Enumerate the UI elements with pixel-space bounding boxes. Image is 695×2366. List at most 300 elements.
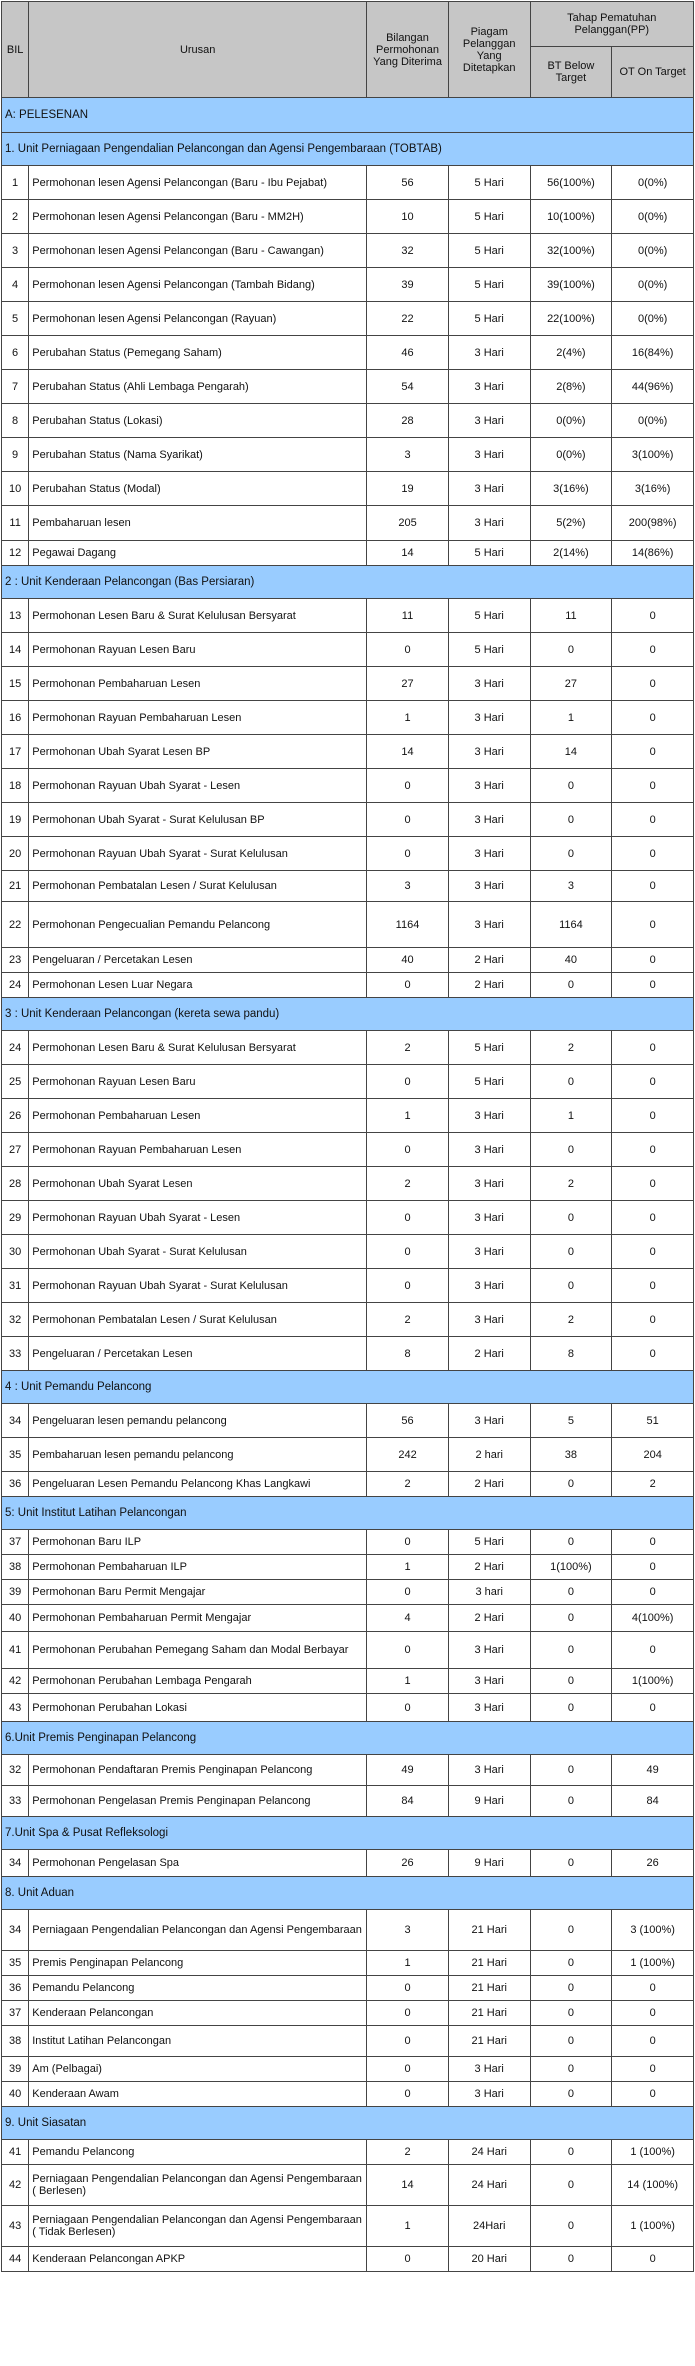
cell-bil: 40 bbox=[2, 2082, 29, 2107]
cell-bt: 0 bbox=[530, 1235, 612, 1269]
cell-piagam: 3 Hari bbox=[448, 1755, 530, 1786]
cell-urusan: Permohonan Pengecualian Pemandu Pelancong bbox=[29, 902, 367, 948]
table-header bbox=[2, 2, 694, 98]
cell-ot: 0 bbox=[612, 1976, 694, 2001]
cell-ot: 3(16%) bbox=[612, 472, 694, 506]
cell-ot: 0 bbox=[612, 1133, 694, 1167]
cell-bt: 0 bbox=[530, 1201, 612, 1235]
cell-bil: 43 bbox=[2, 1694, 29, 1722]
cell-piagam: 3 Hari bbox=[448, 438, 530, 472]
cell-bt: 0 bbox=[530, 803, 612, 837]
table-row bbox=[2, 2026, 694, 2057]
cell-bilangan: 46 bbox=[367, 336, 449, 370]
cell-bil: 33 bbox=[2, 1786, 29, 1817]
section-title: A: PELESENAN bbox=[2, 98, 694, 133]
cell-bilangan: 1164 bbox=[367, 902, 449, 948]
cell-bilangan: 32 bbox=[367, 234, 449, 268]
cell-bilangan: 54 bbox=[367, 370, 449, 404]
cell-bil: 14 bbox=[2, 633, 29, 667]
table-row bbox=[2, 803, 694, 837]
cell-piagam: 5 Hari bbox=[448, 633, 530, 667]
table-row bbox=[2, 1404, 694, 1438]
table-row bbox=[2, 1269, 694, 1303]
table-row bbox=[2, 234, 694, 268]
cell-bilangan: 0 bbox=[367, 1235, 449, 1269]
table-row bbox=[2, 1951, 694, 1976]
cell-ot: 44(96%) bbox=[612, 370, 694, 404]
cell-bil: 9 bbox=[2, 438, 29, 472]
cell-bilangan: 2 bbox=[367, 2140, 449, 2165]
cell-piagam: 3 Hari bbox=[448, 1269, 530, 1303]
cell-urusan: Permohonan Baru ILP bbox=[29, 1530, 367, 1555]
table-row bbox=[2, 1530, 694, 1555]
section-header bbox=[2, 998, 694, 1031]
cell-ot: 0(0%) bbox=[612, 234, 694, 268]
cell-urusan: Permohonan Lesen Baru & Surat Kelulusan Bersyarat bbox=[29, 599, 367, 633]
cell-bil: 26 bbox=[2, 1099, 29, 1133]
cell-ot: 1(100%) bbox=[612, 1669, 694, 1694]
table-row bbox=[2, 1031, 694, 1065]
table-row bbox=[2, 599, 694, 633]
cell-bil: 34 bbox=[2, 1850, 29, 1877]
cell-bilangan: 8 bbox=[367, 1337, 449, 1371]
cell-bil: 41 bbox=[2, 1632, 29, 1669]
cell-piagam: 20 Hari bbox=[448, 2247, 530, 2272]
cell-ot: 0 bbox=[612, 701, 694, 735]
cell-ot: 14(86%) bbox=[612, 541, 694, 566]
cell-urusan: Pembaharuan lesen pemandu pelancong bbox=[29, 1438, 367, 1472]
cell-urusan: Permohonan Ubah Syarat Lesen BP bbox=[29, 735, 367, 769]
cell-bilangan: 2 bbox=[367, 1472, 449, 1497]
cell-bt: 32(100%) bbox=[530, 234, 612, 268]
cell-bt: 0 bbox=[530, 1133, 612, 1167]
table-row bbox=[2, 871, 694, 902]
cell-bilangan: 0 bbox=[367, 1269, 449, 1303]
table-row bbox=[2, 1472, 694, 1497]
section-title: 4 : Unit Pemandu Pelancong bbox=[2, 1371, 694, 1404]
cell-ot: 4(100%) bbox=[612, 1605, 694, 1632]
cell-urusan: Permohonan lesen Agensi Pelancongan (Baru - Cawangan) bbox=[29, 234, 367, 268]
table-row bbox=[2, 735, 694, 769]
cell-urusan: Pemandu Pelancong bbox=[29, 2140, 367, 2165]
cell-ot: 0 bbox=[612, 1632, 694, 1669]
section-header bbox=[2, 566, 694, 599]
cell-bilangan: 2 bbox=[367, 1031, 449, 1065]
cell-urusan: Permohonan Perubahan Lembaga Pengarah bbox=[29, 1669, 367, 1694]
cell-piagam: 3 Hari bbox=[448, 871, 530, 902]
table-row bbox=[2, 667, 694, 701]
cell-bilangan: 0 bbox=[367, 1580, 449, 1605]
cell-ot: 0(0%) bbox=[612, 268, 694, 302]
cell-bilangan: 0 bbox=[367, 1065, 449, 1099]
cell-ot: 0 bbox=[612, 1337, 694, 1371]
cell-piagam: 5 Hari bbox=[448, 234, 530, 268]
cell-bt: 0 bbox=[530, 2082, 612, 2107]
cell-piagam: 24 Hari bbox=[448, 2165, 530, 2206]
cell-piagam: 2 Hari bbox=[448, 948, 530, 973]
section-title: 6.Unit Premis Penginapan Pelancong bbox=[2, 1722, 694, 1755]
table-row bbox=[2, 1201, 694, 1235]
cell-bil: 11 bbox=[2, 506, 29, 541]
cell-bil: 37 bbox=[2, 2001, 29, 2026]
cell-ot: 204 bbox=[612, 1438, 694, 1472]
table-row bbox=[2, 506, 694, 541]
cell-bilangan: 1 bbox=[367, 1099, 449, 1133]
cell-urusan: Permohonan Ubah Syarat Lesen bbox=[29, 1167, 367, 1201]
cell-bil: 12 bbox=[2, 541, 29, 566]
cell-bil: 15 bbox=[2, 667, 29, 701]
cell-urusan: Permohonan Rayuan Ubah Syarat - Surat Kelulusan bbox=[29, 1269, 367, 1303]
cell-ot: 0 bbox=[612, 803, 694, 837]
cell-piagam: 21 Hari bbox=[448, 2026, 530, 2057]
table-row bbox=[2, 438, 694, 472]
cell-bil: 2 bbox=[2, 200, 29, 234]
cell-urusan: Perubahan Status (Ahli Lembaga Pengarah) bbox=[29, 370, 367, 404]
cell-bil: 1 bbox=[2, 166, 29, 200]
section-title: 3 : Unit Kenderaan Pelancongan (kereta sewa pandu) bbox=[2, 998, 694, 1031]
cell-bt: 0 bbox=[530, 1976, 612, 2001]
cell-bilangan: 4 bbox=[367, 1605, 449, 1632]
table-row bbox=[2, 902, 694, 948]
cell-piagam: 2 Hari bbox=[448, 973, 530, 998]
cell-piagam: 3 Hari bbox=[448, 769, 530, 803]
cell-ot: 1 (100%) bbox=[612, 2140, 694, 2165]
cell-piagam: 3 Hari bbox=[448, 1235, 530, 1269]
cell-bilangan: 205 bbox=[367, 506, 449, 541]
table-row bbox=[2, 837, 694, 871]
cell-bilangan: 14 bbox=[367, 2165, 449, 2206]
cell-piagam: 2 Hari bbox=[448, 1472, 530, 1497]
cell-piagam: 3 Hari bbox=[448, 1201, 530, 1235]
cell-urusan: Am (Pelbagai) bbox=[29, 2057, 367, 2082]
cell-bt: 1(100%) bbox=[530, 1555, 612, 1580]
cell-urusan: Premis Penginapan Pelancong bbox=[29, 1951, 367, 1976]
cell-ot: 1 (100%) bbox=[612, 2206, 694, 2247]
cell-ot: 0 bbox=[612, 1694, 694, 1722]
cell-bil: 18 bbox=[2, 769, 29, 803]
table-row bbox=[2, 633, 694, 667]
cell-bt: 0 bbox=[530, 1065, 612, 1099]
table-row bbox=[2, 2206, 694, 2247]
table-row bbox=[2, 2082, 694, 2107]
table-row bbox=[2, 268, 694, 302]
cell-piagam: 5 Hari bbox=[448, 302, 530, 336]
cell-bil: 41 bbox=[2, 2140, 29, 2165]
cell-piagam: 5 Hari bbox=[448, 541, 530, 566]
cell-bt: 0 bbox=[530, 633, 612, 667]
cell-ot: 0(0%) bbox=[612, 200, 694, 234]
cell-urusan: Permohonan Rayuan Lesen Baru bbox=[29, 633, 367, 667]
cell-ot: 0 bbox=[612, 1580, 694, 1605]
cell-bil: 20 bbox=[2, 837, 29, 871]
cell-bt: 0(0%) bbox=[530, 404, 612, 438]
cell-ot: 16(84%) bbox=[612, 336, 694, 370]
header-bil: BIL bbox=[2, 2, 29, 98]
table-row bbox=[2, 166, 694, 200]
table-row bbox=[2, 2057, 694, 2082]
section-header bbox=[2, 2107, 694, 2140]
cell-ot: 0 bbox=[612, 1303, 694, 1337]
cell-bil: 24 bbox=[2, 973, 29, 998]
cell-urusan: Institut Latihan Pelancongan bbox=[29, 2026, 367, 2057]
cell-ot: 0(0%) bbox=[612, 302, 694, 336]
cell-urusan: Kenderaan Awam bbox=[29, 2082, 367, 2107]
cell-ot: 0 bbox=[612, 2001, 694, 2026]
cell-bilangan: 1 bbox=[367, 1951, 449, 1976]
cell-ot: 2 bbox=[612, 1472, 694, 1497]
cell-ot: 3(100%) bbox=[612, 438, 694, 472]
cell-bilangan: 3 bbox=[367, 438, 449, 472]
cell-bt: 22(100%) bbox=[530, 302, 612, 336]
table-row bbox=[2, 2140, 694, 2165]
cell-ot: 1 (100%) bbox=[612, 1951, 694, 1976]
cell-piagam: 3 Hari bbox=[448, 336, 530, 370]
cell-piagam: 3 Hari bbox=[448, 902, 530, 948]
cell-piagam: 5 Hari bbox=[448, 599, 530, 633]
cell-ot: 3 (100%) bbox=[612, 1910, 694, 1951]
cell-piagam: 3 Hari bbox=[448, 701, 530, 735]
cell-urusan: Perniagaan Pengendalian Pelancongan dan Agensi Pengembaraan bbox=[29, 1910, 367, 1951]
cell-bilangan: 0 bbox=[367, 837, 449, 871]
cell-piagam: 24Hari bbox=[448, 2206, 530, 2247]
section-header bbox=[2, 1877, 694, 1910]
section-header bbox=[2, 133, 694, 166]
section-title: 2 : Unit Kenderaan Pelancongan (Bas Persiaran) bbox=[2, 566, 694, 599]
cell-bilangan: 0 bbox=[367, 1632, 449, 1669]
cell-ot: 0 bbox=[612, 1099, 694, 1133]
cell-urusan: Pemandu Pelancong bbox=[29, 1976, 367, 2001]
cell-ot: 0 bbox=[612, 1201, 694, 1235]
cell-bil: 19 bbox=[2, 803, 29, 837]
cell-bt: 3(16%) bbox=[530, 472, 612, 506]
cell-ot: 0 bbox=[612, 599, 694, 633]
cell-urusan: Permohonan lesen Agensi Pelancongan (Baru - Ibu Pejabat) bbox=[29, 166, 367, 200]
cell-bt: 2 bbox=[530, 1031, 612, 1065]
table-row bbox=[2, 1303, 694, 1337]
cell-bt: 0 bbox=[530, 1850, 612, 1877]
cell-bt: 0(0%) bbox=[530, 438, 612, 472]
cell-bilangan: 28 bbox=[367, 404, 449, 438]
header-bt: BT Below Target bbox=[530, 47, 612, 98]
cell-piagam: 21 Hari bbox=[448, 2001, 530, 2026]
cell-bilangan: 14 bbox=[367, 541, 449, 566]
cell-bilangan: 14 bbox=[367, 735, 449, 769]
table-row bbox=[2, 769, 694, 803]
table-row bbox=[2, 948, 694, 973]
cell-bil: 35 bbox=[2, 1438, 29, 1472]
table-row bbox=[2, 472, 694, 506]
cell-bil: 13 bbox=[2, 599, 29, 633]
cell-bt: 0 bbox=[530, 1951, 612, 1976]
cell-ot: 0 bbox=[612, 973, 694, 998]
cell-bilangan: 22 bbox=[367, 302, 449, 336]
cell-bil: 42 bbox=[2, 1669, 29, 1694]
cell-bilangan: 0 bbox=[367, 2247, 449, 2272]
cell-bilangan: 84 bbox=[367, 1786, 449, 1817]
cell-bil: 40 bbox=[2, 1605, 29, 1632]
table-row bbox=[2, 1133, 694, 1167]
cell-ot: 0 bbox=[612, 2082, 694, 2107]
cell-bil: 29 bbox=[2, 1201, 29, 1235]
table-row bbox=[2, 1976, 694, 2001]
cell-piagam: 5 Hari bbox=[448, 1530, 530, 1555]
cell-bil: 39 bbox=[2, 2057, 29, 2082]
table-row bbox=[2, 1580, 694, 1605]
cell-piagam: 3 Hari bbox=[448, 1133, 530, 1167]
cell-urusan: Permohonan Pembaharuan Lesen bbox=[29, 667, 367, 701]
cell-bt: 2 bbox=[530, 1167, 612, 1201]
cell-bilangan: 2 bbox=[367, 1167, 449, 1201]
cell-urusan: Permohonan lesen Agensi Pelancongan (Tambah Bidang) bbox=[29, 268, 367, 302]
cell-bilangan: 2 bbox=[367, 1303, 449, 1337]
table-row bbox=[2, 404, 694, 438]
cell-piagam: 3 Hari bbox=[448, 803, 530, 837]
table-row bbox=[2, 1065, 694, 1099]
cell-bilangan: 3 bbox=[367, 871, 449, 902]
cell-bt: 0 bbox=[530, 1786, 612, 1817]
cell-urusan: Permohonan Lesen Baru & Surat Kelulusan Bersyarat bbox=[29, 1031, 367, 1065]
cell-bt: 0 bbox=[530, 2001, 612, 2026]
table-row bbox=[2, 302, 694, 336]
cell-piagam: 2 Hari bbox=[448, 1337, 530, 1371]
cell-bilangan: 27 bbox=[367, 667, 449, 701]
table-row bbox=[2, 1755, 694, 1786]
cell-bt: 11 bbox=[530, 599, 612, 633]
cell-bt: 0 bbox=[530, 1910, 612, 1951]
cell-bil: 32 bbox=[2, 1755, 29, 1786]
cell-ot: 84 bbox=[612, 1786, 694, 1817]
table-row bbox=[2, 1669, 694, 1694]
cell-bilangan: 56 bbox=[367, 1404, 449, 1438]
cell-bt: 0 bbox=[530, 2247, 612, 2272]
cell-bt: 8 bbox=[530, 1337, 612, 1371]
cell-piagam: 3 Hari bbox=[448, 472, 530, 506]
cell-urusan: Perubahan Status (Modal) bbox=[29, 472, 367, 506]
cell-piagam: 9 Hari bbox=[448, 1850, 530, 1877]
cell-piagam: 3 Hari bbox=[448, 506, 530, 541]
cell-bil: 22 bbox=[2, 902, 29, 948]
cell-bil: 6 bbox=[2, 336, 29, 370]
cell-piagam: 3 Hari bbox=[448, 1694, 530, 1722]
cell-bil: 23 bbox=[2, 948, 29, 973]
cell-bilangan: 19 bbox=[367, 472, 449, 506]
cell-ot: 0 bbox=[612, 1065, 694, 1099]
cell-ot: 0 bbox=[612, 1031, 694, 1065]
cell-ot: 49 bbox=[612, 1755, 694, 1786]
cell-piagam: 21 Hari bbox=[448, 1976, 530, 2001]
cell-ot: 0 bbox=[612, 1530, 694, 1555]
cell-bil: 38 bbox=[2, 1555, 29, 1580]
cell-bil: 35 bbox=[2, 1951, 29, 1976]
cell-bt: 0 bbox=[530, 2057, 612, 2082]
cell-piagam: 3 Hari bbox=[448, 667, 530, 701]
cell-bil: 21 bbox=[2, 871, 29, 902]
cell-bt: 2(4%) bbox=[530, 336, 612, 370]
cell-urusan: Perniagaan Pengendalian Pelancongan dan Agensi Pengembaraan ( Tidak Berlesen) bbox=[29, 2206, 367, 2247]
cell-urusan: Permohonan Rayuan Ubah Syarat - Lesen bbox=[29, 769, 367, 803]
cell-piagam: 21 Hari bbox=[448, 1951, 530, 1976]
cell-urusan: Permohonan Ubah Syarat - Surat Kelulusan BP bbox=[29, 803, 367, 837]
cell-ot: 200(98%) bbox=[612, 506, 694, 541]
cell-ot: 51 bbox=[612, 1404, 694, 1438]
cell-urusan: Permohonan Pembatalan Lesen / Surat Kelulusan bbox=[29, 1303, 367, 1337]
section-title: 9. Unit Siasatan bbox=[2, 2107, 694, 2140]
table-row bbox=[2, 1099, 694, 1133]
cell-piagam: 9 Hari bbox=[448, 1786, 530, 1817]
cell-bil: 37 bbox=[2, 1530, 29, 1555]
cell-bt: 0 bbox=[530, 769, 612, 803]
cell-bilangan: 0 bbox=[367, 973, 449, 998]
cell-bt: 0 bbox=[530, 1755, 612, 1786]
table-row bbox=[2, 1438, 694, 1472]
cell-bt: 2 bbox=[530, 1303, 612, 1337]
compliance-table bbox=[1, 1, 694, 2272]
section-header bbox=[2, 1722, 694, 1755]
cell-bt: 0 bbox=[530, 2140, 612, 2165]
cell-bt: 0 bbox=[530, 2206, 612, 2247]
cell-piagam: 2 hari bbox=[448, 1438, 530, 1472]
cell-bilangan: 0 bbox=[367, 803, 449, 837]
header-ot: OT On Target bbox=[612, 47, 694, 98]
cell-bilangan: 1 bbox=[367, 1555, 449, 1580]
cell-urusan: Permohonan Rayuan Ubah Syarat - Lesen bbox=[29, 1201, 367, 1235]
cell-piagam: 3 Hari bbox=[448, 1303, 530, 1337]
cell-urusan: Permohonan Ubah Syarat - Surat Kelulusan bbox=[29, 1235, 367, 1269]
cell-urusan: Permohonan lesen Agensi Pelancongan (Rayuan) bbox=[29, 302, 367, 336]
cell-ot: 0 bbox=[612, 1269, 694, 1303]
cell-piagam: 2 Hari bbox=[448, 1555, 530, 1580]
cell-bil: 27 bbox=[2, 1133, 29, 1167]
cell-urusan: Perubahan Status (Lokasi) bbox=[29, 404, 367, 438]
cell-bt: 40 bbox=[530, 948, 612, 973]
cell-bt: 0 bbox=[530, 1269, 612, 1303]
cell-piagam: 5 Hari bbox=[448, 1065, 530, 1099]
cell-bil: 34 bbox=[2, 1910, 29, 1951]
cell-bt: 1 bbox=[530, 701, 612, 735]
cell-bilangan: 56 bbox=[367, 166, 449, 200]
cell-urusan: Pengeluaran lesen pemandu pelancong bbox=[29, 1404, 367, 1438]
cell-urusan: Pembaharuan lesen bbox=[29, 506, 367, 541]
cell-bil: 17 bbox=[2, 735, 29, 769]
cell-bt: 3 bbox=[530, 871, 612, 902]
cell-bilangan: 0 bbox=[367, 1530, 449, 1555]
table-body bbox=[2, 98, 694, 2272]
cell-bt: 38 bbox=[530, 1438, 612, 1472]
cell-ot: 0 bbox=[612, 1555, 694, 1580]
table-row bbox=[2, 1167, 694, 1201]
cell-bil: 33 bbox=[2, 1337, 29, 1371]
cell-bil: 31 bbox=[2, 1269, 29, 1303]
cell-urusan: Permohonan Pendaftaran Premis Penginapan Pelancong bbox=[29, 1755, 367, 1786]
cell-bilangan: 0 bbox=[367, 2026, 449, 2057]
cell-bt: 0 bbox=[530, 973, 612, 998]
table-row bbox=[2, 1337, 694, 1371]
cell-bilangan: 0 bbox=[367, 1201, 449, 1235]
cell-bilangan: 0 bbox=[367, 2001, 449, 2026]
cell-piagam: 3 Hari bbox=[448, 2057, 530, 2082]
cell-ot: 0 bbox=[612, 837, 694, 871]
cell-bil: 7 bbox=[2, 370, 29, 404]
cell-bt: 1164 bbox=[530, 902, 612, 948]
cell-ot: 0 bbox=[612, 2057, 694, 2082]
section-title: 8. Unit Aduan bbox=[2, 1877, 694, 1910]
cell-urusan: Permohonan Lesen Luar Negara bbox=[29, 973, 367, 998]
cell-bt: 0 bbox=[530, 2026, 612, 2057]
table-row bbox=[2, 973, 694, 998]
cell-piagam: 3 Hari bbox=[448, 1669, 530, 1694]
table-row bbox=[2, 2165, 694, 2206]
cell-bilangan: 0 bbox=[367, 2057, 449, 2082]
